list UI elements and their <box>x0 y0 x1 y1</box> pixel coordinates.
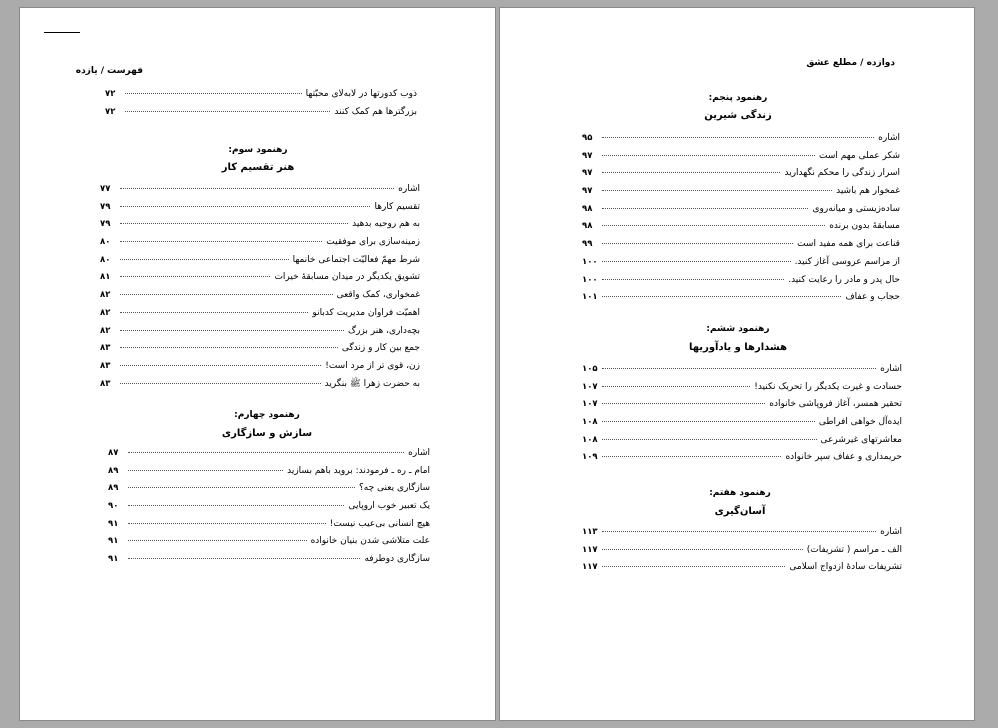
left-page-header: فهرست / یازده <box>75 66 143 76</box>
toc-entry[interactable]: مسابقهٔ بدون برنده ۹۸ <box>582 221 900 232</box>
toc-entry[interactable]: اشاره ۷۷ <box>100 184 420 194</box>
toc-entry[interactable]: اسرار زندگی را محکم نگهدارید ۹۷ <box>582 168 900 179</box>
section-title: زندگی شیرین <box>704 110 772 121</box>
toc-entry[interactable]: زمینه‌سازی برای موفقیت ۸۰ <box>100 237 420 248</box>
toc-section-list <box>582 526 902 579</box>
toc-section-list <box>100 183 420 395</box>
toc-section-list <box>582 363 902 469</box>
toc-entry[interactable]: حال پدر و مادر را رعایت کنید. ۱۰۰ <box>582 274 900 285</box>
toc-entry[interactable]: تشریفات سادهٔ ازدواج اسلامی ۱۱۷ <box>582 562 902 573</box>
toc-entry[interactable]: زن، قوی تر از مرد است! ۸۳ <box>100 360 420 371</box>
section-label: رهنمود پنجم: <box>708 93 768 103</box>
toc-entry[interactable]: ساده‌زیستی و میانه‌روی ۹۸ <box>582 203 900 214</box>
toc-entry[interactable]: سازگاری یعنی چه؟ ۸۹ <box>108 483 430 494</box>
toc-entry[interactable]: تحقیر همسر، آغاز فروپاشی خانواده ۱۰۷ <box>582 399 902 410</box>
toc-entry[interactable]: اشاره ۸۷ <box>108 448 430 458</box>
right-page-header: دوازده / مطلع عشق <box>806 58 895 68</box>
toc-entry[interactable]: بزرگترها هم کمک کنند ۷۲ <box>105 106 417 117</box>
toc-section-list <box>582 132 900 309</box>
toc-entry[interactable]: اشاره ۹۵ <box>582 133 900 143</box>
toc-entry[interactable]: علت متلاشی شدن بنیان خانواده ۹۱ <box>108 536 430 547</box>
section-title: هشدارها و یادآوریها <box>688 342 788 353</box>
toc-entry[interactable]: تقسیم کارها ۷۹ <box>100 201 420 212</box>
toc-entry[interactable]: سازگاری دوطرفه ۹۱ <box>108 554 430 565</box>
toc-entry[interactable]: غمخوار هم باشید ۹۷ <box>582 186 900 197</box>
page-dash-mark <box>44 32 80 33</box>
section-title: آسان‌گیری <box>714 506 766 517</box>
toc-entry[interactable]: معاشرتهای غیرشرعی ۱۰۸ <box>582 434 902 445</box>
toc-entry[interactable]: اشاره ۱۰۵ <box>582 364 902 374</box>
toc-entry[interactable]: حریمداری و عفاف سپر خانواده ۱۰۹ <box>582 452 902 463</box>
section-label: رهنمود چهارم: <box>234 410 300 420</box>
toc-entry[interactable]: الف ـ مراسم ( تشریفات) ۱۱۷ <box>582 544 902 555</box>
toc-entry[interactable]: شکر عملی مهم است ۹۷ <box>582 150 900 161</box>
section-title: هنر تقسیم کار <box>221 162 295 173</box>
toc-entry[interactable]: غمخواری، کمک واقعی ۸۲ <box>100 290 420 301</box>
toc-entry[interactable]: تشویق یکدیگر در میدان مسابقهٔ خیرات ۸۱ <box>100 272 420 283</box>
section-label: رهنمود هفتم: <box>709 488 771 498</box>
toc-entry[interactable]: امام ـ ره ـ فرمودند: بروید باهم بسازید ۸۹ <box>108 465 430 476</box>
left-page <box>19 7 496 721</box>
toc-entry[interactable]: حجاب و عفاف ۱۰۱ <box>582 292 900 303</box>
toc-entry[interactable]: اشاره ۱۱۳ <box>582 527 902 537</box>
right-page <box>499 7 975 721</box>
toc-intro-list <box>105 88 417 123</box>
toc-entry[interactable]: به حضرت زهرا ﷺ بنگرید ۸۳ <box>100 378 420 389</box>
toc-entry[interactable]: یک تعبیر خوب اروپایی ۹۰ <box>108 501 430 512</box>
toc-entry[interactable]: جمع بین کار و زندگی ۸۳ <box>100 343 420 354</box>
toc-entry[interactable]: شرط مهمّ فعالیّت اجتماعی خانمها ۸۰ <box>100 254 420 265</box>
toc-entry[interactable]: ذوب کدورتها در لابه‌لای محبّتها ۷۲ <box>105 89 417 99</box>
toc-entry[interactable]: قناعت برای همه مفید است ۹۹ <box>582 239 900 250</box>
toc-entry[interactable]: بچه‌داری، هنر بزرگ ۸۲ <box>100 325 420 336</box>
section-title: سازش و سازگاری <box>221 428 313 439</box>
toc-entry[interactable]: ایده‌آل خواهی افراطی ۱۰۸ <box>582 417 902 428</box>
section-label: رهنمود سوم: <box>228 145 288 155</box>
toc-entry[interactable]: هیچ انسانی بی‌عیب نیست! ۹۱ <box>108 518 430 529</box>
toc-entry[interactable]: حسادت و غیرت یکدیگر را تحریک نکنید! ۱۰۷ <box>582 381 902 392</box>
toc-entry[interactable]: به هم روحیه بدهید ۷۹ <box>100 219 420 230</box>
section-label: رهنمود ششم: <box>706 324 770 334</box>
toc-section-list <box>108 447 430 571</box>
toc-entry[interactable]: از مراسم عروسی آغاز کنید. ۱۰۰ <box>582 256 900 267</box>
toc-entry[interactable]: اهمیّت فراوان مدیریت کدبانو ۸۲ <box>100 307 420 318</box>
